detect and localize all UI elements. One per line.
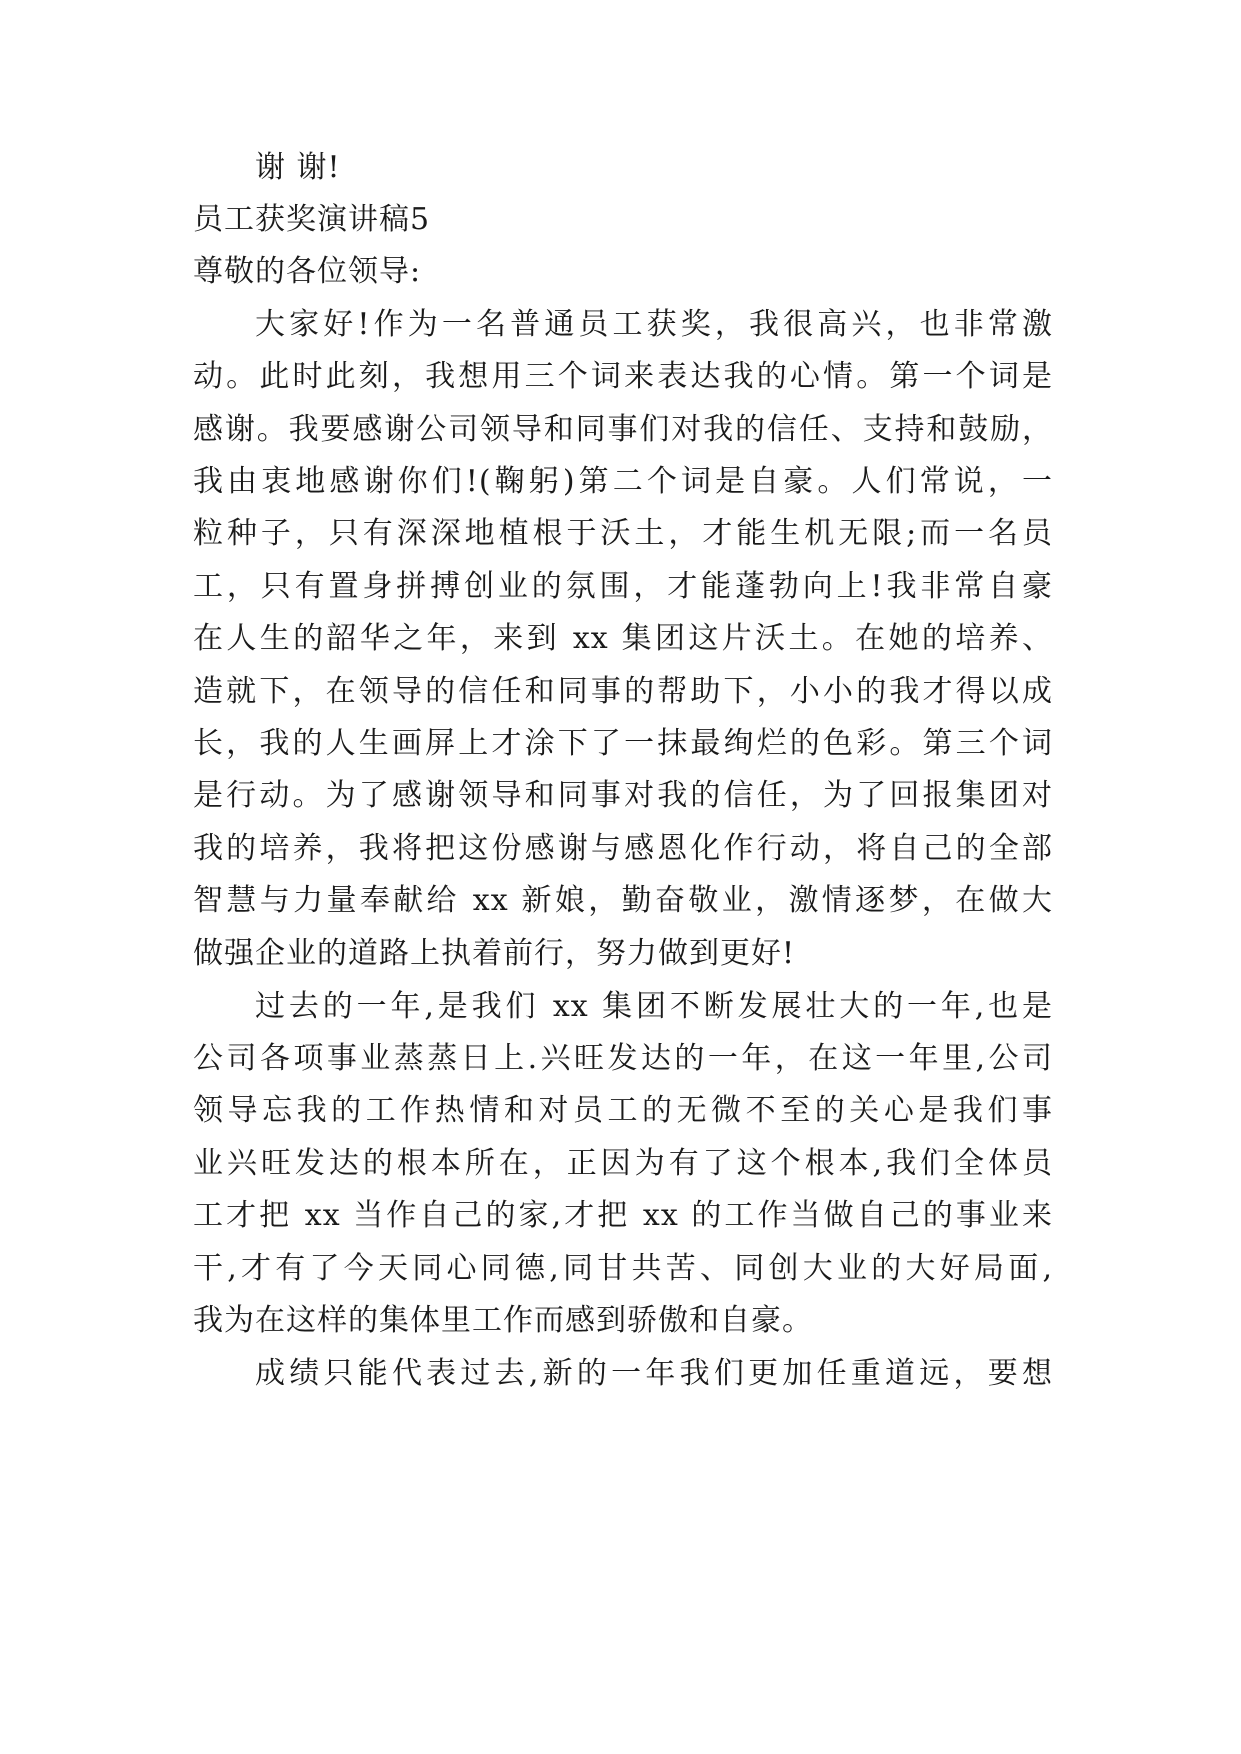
paragraph-line: 是行动。为了感谢领导和同事对我的信任，为了回报集团对	[193, 778, 1053, 813]
speech-title: 员工获奖演讲稿5	[193, 202, 431, 237]
paragraph-line: 大家好!作为一名普通员工获奖，我很高兴，也非常激	[255, 307, 1053, 342]
paragraph-line: 公司各项事业蒸蒸日上.兴旺发达的一年，在这一年里,公司	[193, 1041, 1053, 1076]
paragraph-line: 做强企业的道路上执着前行，努力做到更好!	[193, 936, 796, 971]
paragraph-line: 动。此时此刻，我想用三个词来表达我的心情。第一个词是	[193, 359, 1053, 394]
paragraph-line: 感谢。我要感谢公司领导和同事们对我的信任、支持和鼓励，	[193, 412, 1053, 447]
paragraph-line: 领导忘我的工作热情和对员工的无微不至的关心是我们事	[193, 1093, 1053, 1128]
paragraph-line: 我为在这样的集体里工作而感到骄傲和自豪。	[193, 1303, 813, 1338]
paragraph-line: 成绩只能代表过去,新的一年我们更加任重道远，要想	[255, 1356, 1053, 1391]
paragraph-line: 智慧与力量奉献给 xx 新娘，勤奋敬业，激情逐梦，在做大	[193, 883, 1053, 918]
paragraph-line: 工才把 xx 当作自己的家,才把 xx 的工作当做自己的事业来	[193, 1198, 1053, 1233]
paragraph-line: 工，只有置身拼搏创业的氛围，才能蓬勃向上!我非常自豪	[193, 569, 1053, 604]
paragraph-line: 长，我的人生画屏上才涂下了一抹最绚烂的色彩。第三个词	[193, 726, 1053, 761]
paragraph-line: 在人生的韶华之年，来到 xx 集团这片沃土。在她的培养、	[193, 621, 1053, 656]
paragraph-line: 我由衷地感谢你们!(鞠躬)第二个词是自豪。人们常说，一	[193, 464, 1053, 499]
paragraph-line: 业兴旺发达的根本所在，正因为有了这个根本,我们全体员	[193, 1146, 1053, 1181]
paragraph-line: 干,才有了今天同心同德,同甘共苦、同创大业的大好局面,	[193, 1251, 1053, 1286]
salutation: 尊敬的各位领导:	[193, 254, 422, 289]
paragraph-line: 造就下，在领导的信任和同事的帮助下，小小的我才得以成	[193, 674, 1053, 709]
paragraph-line: 粒种子，只有深深地植根于沃土，才能生机无限;而一名员	[193, 516, 1053, 551]
paragraph-line: 过去的一年,是我们 xx 集团不断发展壮大的一年,也是	[255, 989, 1053, 1024]
closing-line: 谢 谢!	[255, 150, 341, 185]
paragraph-line: 我的培养，我将把这份感谢与感恩化作行动，将自己的全部	[193, 831, 1053, 866]
